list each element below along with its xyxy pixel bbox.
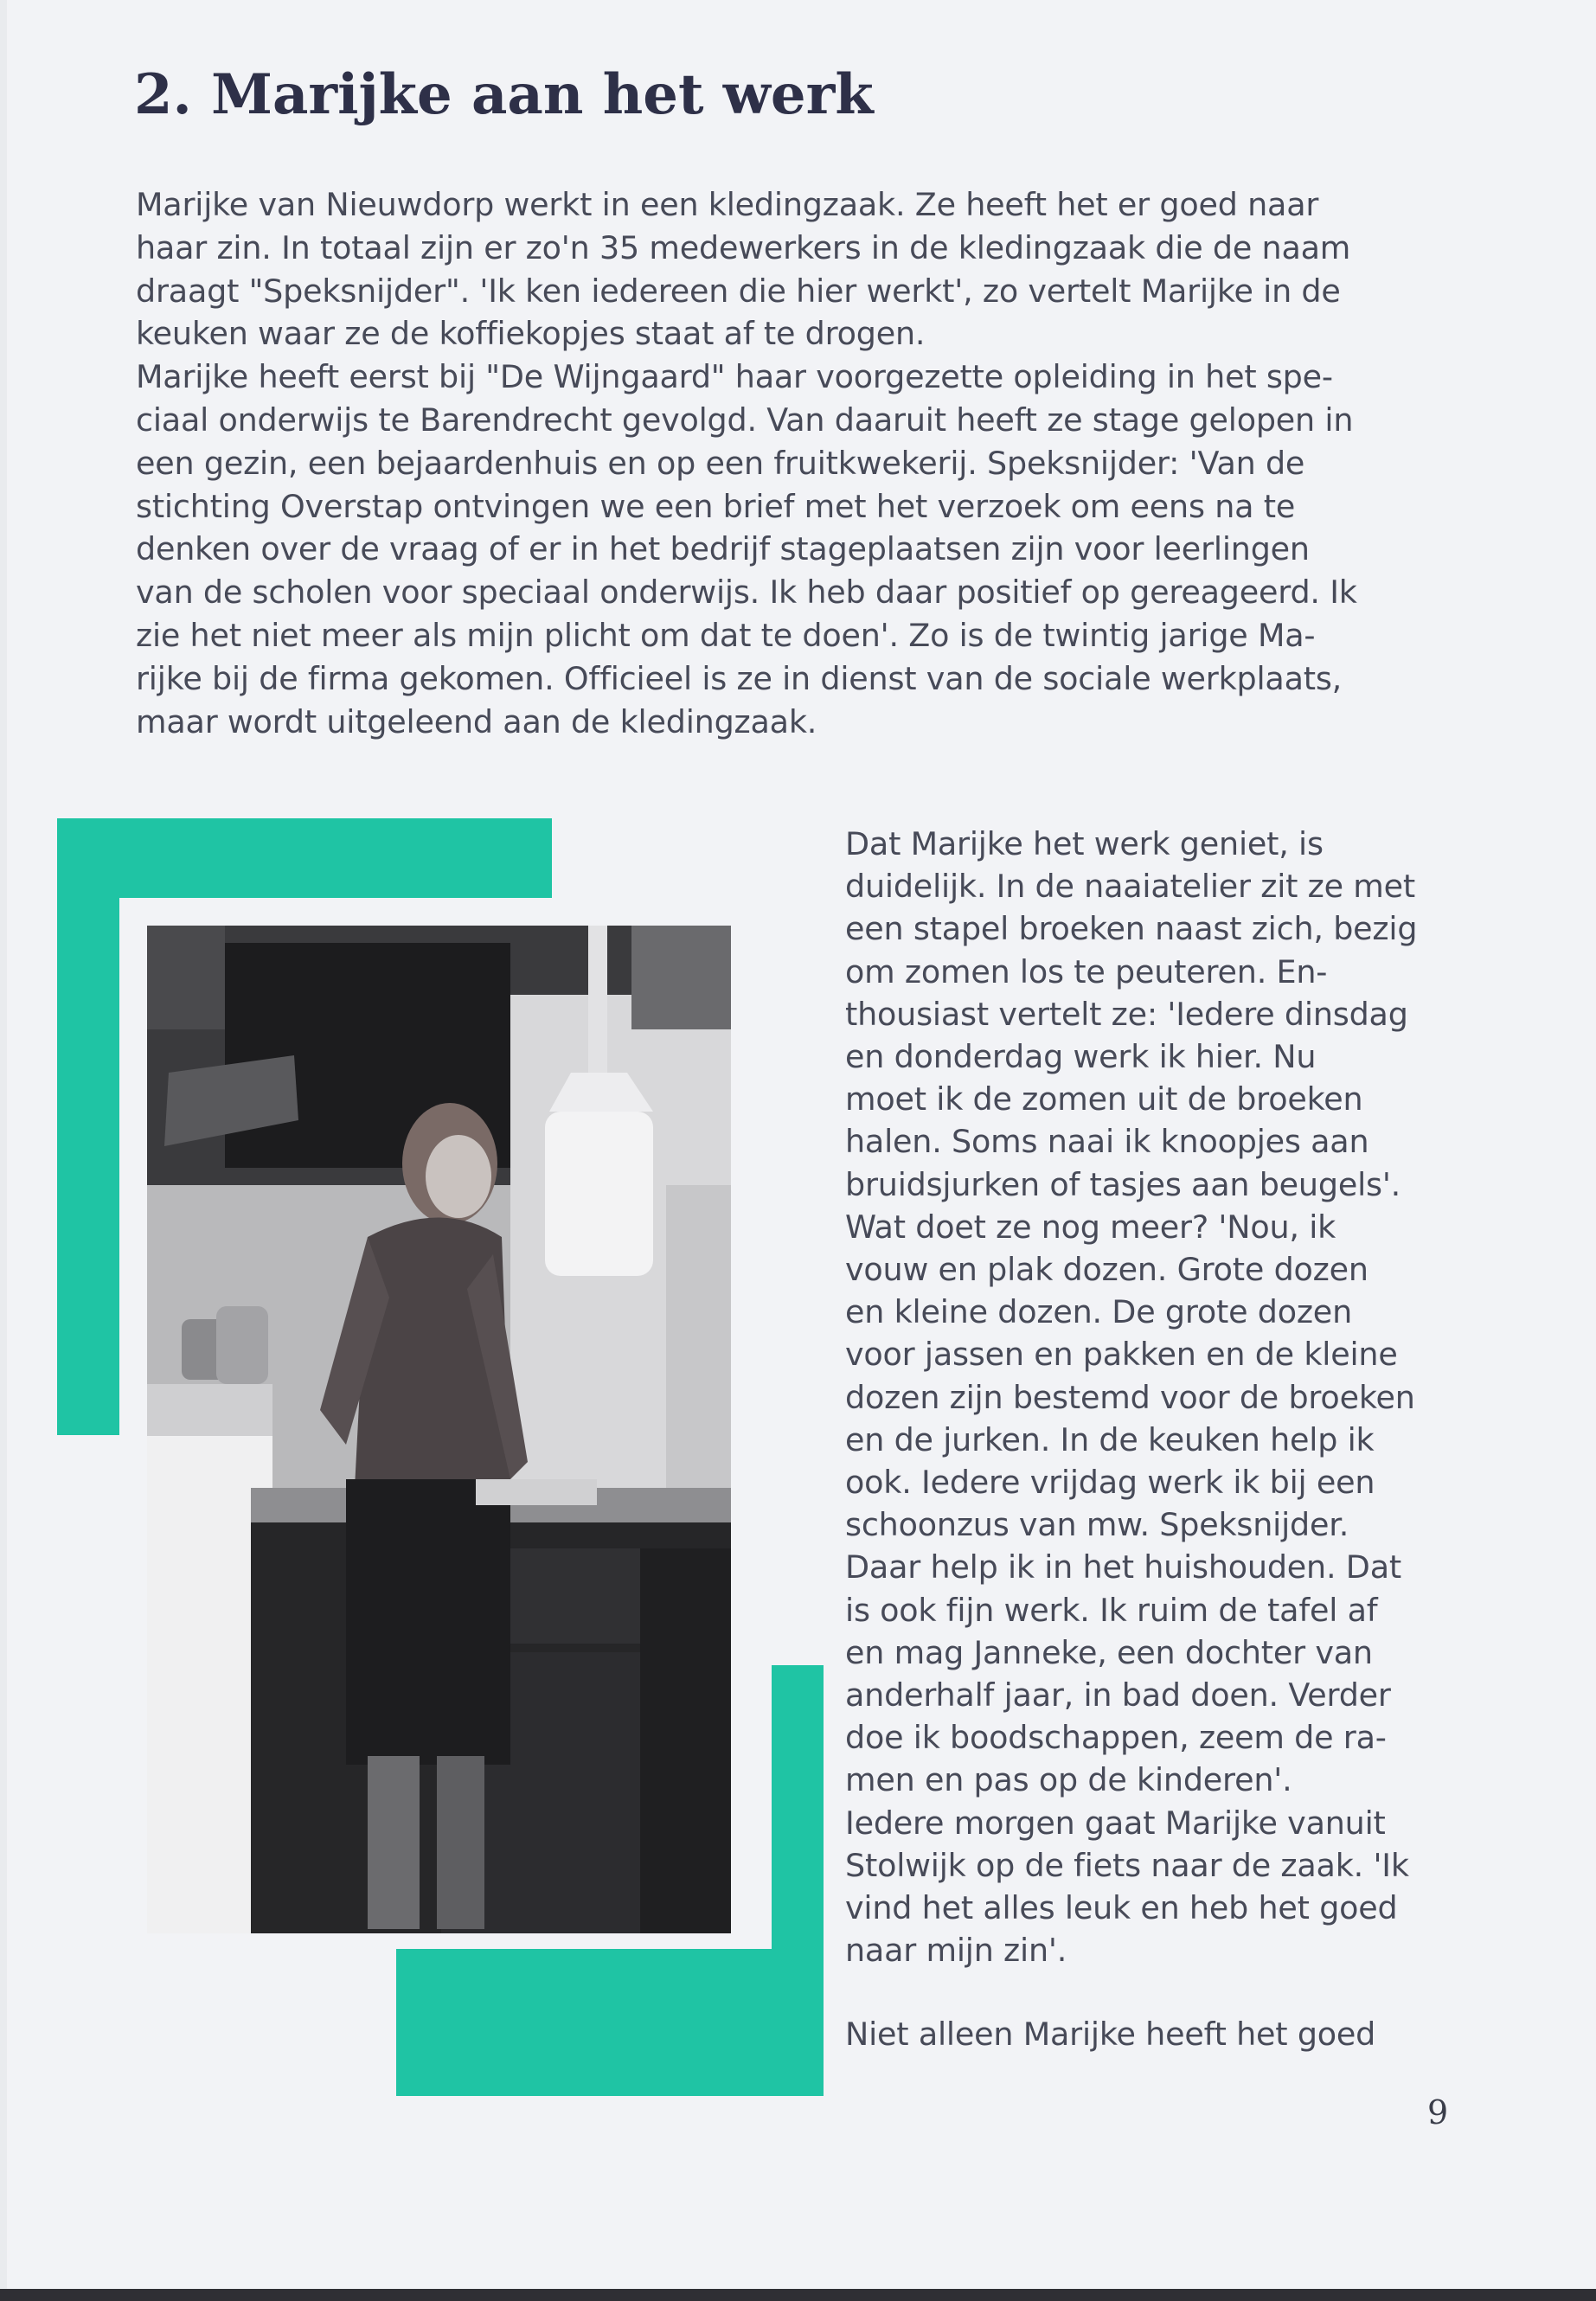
side-line: doe ik boodschappen, zeem de ra-	[845, 1719, 1387, 1757]
page-number: 9	[1427, 2093, 1449, 2131]
side-line: naar mijn zin'.	[845, 1932, 1067, 1970]
closing-line: Niet alleen Marijke heeft het goed	[845, 2016, 1376, 2054]
side-line: en de jurken. In de keuken help ik	[845, 1420, 1375, 1458]
intro-line: keuken waar ze de koffiekopjes staat af te drogen.	[136, 315, 926, 353]
intro-line: denken over de vraag of er in het bedrijf stageplaatsen zijn voor leerlingen	[136, 530, 1310, 568]
side-line: ook. Iedere vrijdag werk ik bij een	[845, 1464, 1375, 1502]
side-line: dozen zijn bestemd voor de broeken	[845, 1378, 1415, 1416]
side-line: schoonzus van mw. Speksnijder.	[845, 1506, 1349, 1544]
kitchen-photo-illustration	[147, 926, 731, 1933]
side-line: en donderdag werk ik hier. Nu	[845, 1038, 1317, 1076]
side-line: vind het alles leuk en heb het goed	[845, 1889, 1398, 1927]
side-line: Dat Marijke het werk geniet, is	[845, 825, 1324, 862]
intro-line: haar zin. In totaal zijn er zo'n 35 medewerkers in de kledingzaak die de naam	[136, 228, 1351, 266]
side-line: is ook fijn werk. Ik ruim de tafel af	[845, 1591, 1378, 1629]
intro-line: Marijke van Nieuwdorp werkt in een kledingzaak. Ze heeft het er goed naar	[136, 186, 1319, 223]
side-line: en mag Janneke, een dochter van	[845, 1633, 1373, 1671]
page-title: 2. Marijke aan het werk	[134, 62, 874, 127]
intro-line: stichting Overstap ontvingen we een brief met het verzoek om eens na te	[136, 487, 1296, 525]
side-line: halen. Soms naai ik knoopjes aan	[845, 1123, 1369, 1161]
side-line: anderhalf jaar, in bad doen. Verder	[845, 1676, 1391, 1715]
side-line: Stolwijk op de fiets naar de zaak. 'Ik	[845, 1846, 1409, 1884]
side-line: Wat doet ze nog meer? 'Nou, ik	[845, 1208, 1336, 1246]
intro-line: zie het niet meer als mijn plicht om dat te doen'. Zo is de twintig jarige Ma-	[136, 616, 1316, 654]
side-line: Iedere morgen gaat Marijke vanuit	[845, 1804, 1386, 1842]
side-line: bruidsjurken of tasjes aan beugels'.	[845, 1165, 1401, 1203]
intro-line: een gezin, een bejaardenhuis en op een fruitkwekerij. Speksnijder: 'Van de	[136, 444, 1305, 482]
intro-line: van de scholen voor speciaal onderwijs. Ik heb daar positief op gereageerd. Ik	[136, 574, 1357, 612]
accent-bar-top-vertical	[57, 818, 119, 1435]
intro-line: Marijke heeft eerst bij "De Wijngaard" haar voorgezette opleiding in het spe-	[136, 358, 1333, 396]
side-column-text	[845, 823, 1468, 2056]
intro-line: rijke bij de firma gekomen. Officieel is ze in dienst van de sociale werkplaats,	[136, 659, 1343, 697]
intro-line: maar wordt uitgeleend aan de kledingzaak.	[136, 702, 817, 740]
intro-line: draagt "Speksnijder". 'Ik ken iedereen die hier werkt', zo vertelt Marijke in de	[136, 272, 1341, 310]
side-line: voor jassen en pakken en de kleine	[845, 1336, 1398, 1374]
kitchen-photo	[147, 926, 731, 1933]
accent-bar-bottom-horizontal	[396, 1949, 824, 2096]
side-line: moet ik de zomen uit de broeken	[845, 1080, 1363, 1118]
side-line: men en pas op de kinderen'.	[845, 1761, 1292, 1799]
scan-bottom-edge	[0, 2289, 1596, 2301]
side-line: een stapel broeken naast zich, bezig	[845, 910, 1418, 948]
side-line: duidelijk. In de naaiatelier zit ze met	[845, 868, 1416, 906]
side-line: om zomen los te peuteren. En-	[845, 952, 1328, 990]
side-line: Daar help ik in het huishouden. Dat	[845, 1548, 1401, 1586]
side-line: thousiast vertelt ze: 'Iedere dinsdag	[845, 995, 1408, 1033]
paragraph-gap	[845, 1971, 1468, 2013]
side-line: vouw en plak dozen. Grote dozen	[845, 1251, 1368, 1289]
intro-paragraph	[136, 183, 1485, 743]
intro-line: ciaal onderwijs te Barendrecht gevolgd. Van daaruit heeft ze stage gelopen in	[136, 401, 1354, 439]
accent-bar-top-horizontal	[57, 818, 552, 898]
side-line: en kleine dozen. De grote dozen	[845, 1293, 1352, 1331]
